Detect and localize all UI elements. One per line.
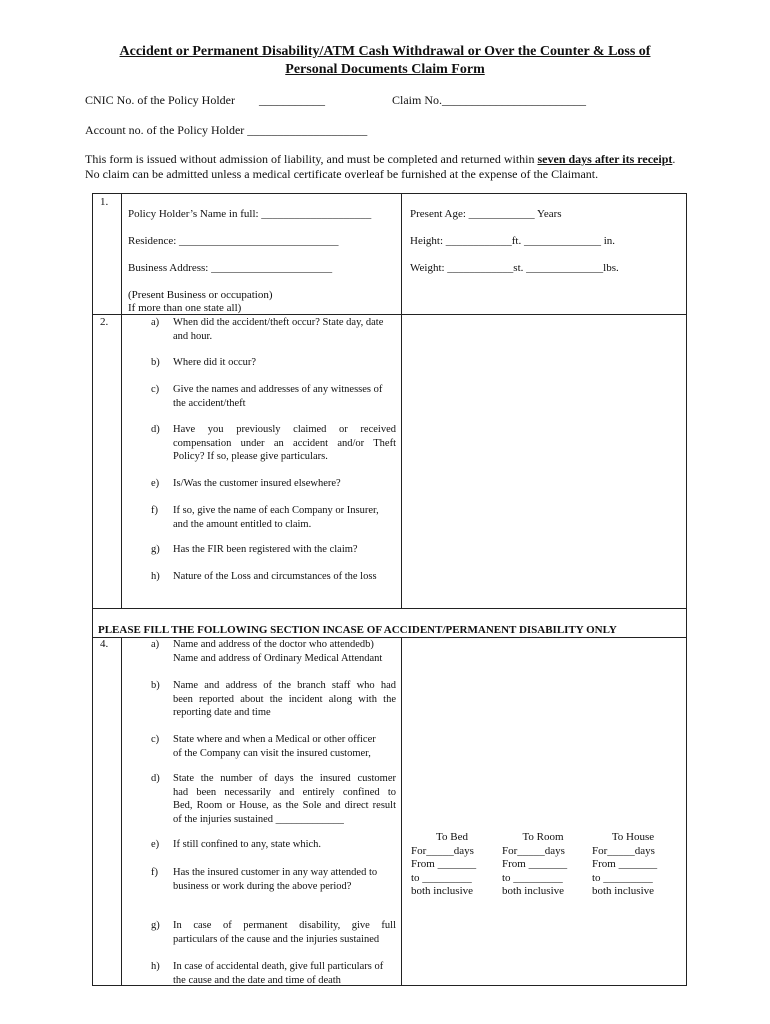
question-line: In case of accidental death, give full particulars of xyxy=(173,961,384,972)
table-border-right xyxy=(686,193,687,986)
row-divider-2 xyxy=(92,608,687,609)
confinement-column xyxy=(592,831,674,899)
height-field[interactable]: Height: ____________ft. ______________ in. xyxy=(410,235,616,247)
confinement-to[interactable]: to _________ xyxy=(411,871,472,884)
question-line: particulars of the cause and the injuries sustained xyxy=(173,933,380,945)
question-letter: a) xyxy=(151,639,160,650)
question-text xyxy=(173,733,396,760)
table-border-left xyxy=(92,193,93,986)
confinement-head: To Room xyxy=(522,831,564,843)
question-line: State where and when a Medical or other officer xyxy=(173,734,376,745)
question-line: In case of permanent disability, give full xyxy=(173,920,396,931)
intro-line-2: No claim can be admitted unless a medical certificate overleaf be furnished at the expense of the Claimant. xyxy=(85,167,599,181)
question-line: of the Company can visit the insured customer, xyxy=(173,747,371,759)
question-text xyxy=(173,772,396,826)
intro-deadline: seven days after its receipt xyxy=(537,152,673,166)
question-line: Where did it occur? xyxy=(173,357,257,368)
question-text xyxy=(173,960,396,987)
question-letter: e) xyxy=(151,478,160,489)
question-letter: e) xyxy=(151,839,160,850)
confinement-head: To House xyxy=(611,831,655,843)
table-col-divider-mid-upper xyxy=(401,193,402,608)
question-letter: b) xyxy=(151,680,160,691)
question-text xyxy=(173,423,396,464)
confinement-column xyxy=(411,831,493,899)
question-letter: c) xyxy=(151,734,160,745)
question-letter: c) xyxy=(151,384,160,395)
business-address-field[interactable]: Business Address: ______________________ xyxy=(128,262,333,274)
residence-field[interactable]: Residence: _____________________________ xyxy=(128,235,339,247)
business-note-1: (Present Business or occupation) xyxy=(128,289,273,301)
question-text xyxy=(173,504,396,531)
question-line: Nature of the Loss and circumstances of the loss xyxy=(173,571,377,582)
question-letter: g) xyxy=(151,544,160,555)
question-line: Has the insured customer in any way attended to xyxy=(173,867,378,878)
question-line: Has the FIR been registered with the claim? xyxy=(173,544,358,555)
question-text xyxy=(173,356,396,370)
question-letter: d) xyxy=(151,773,160,784)
question-line: and hour. xyxy=(173,330,213,342)
question-line: Name and address of Ordinary Medical Attendant xyxy=(173,652,383,664)
account-number-field[interactable]: Account no. of the Policy Holder ____________________ xyxy=(85,123,368,137)
intro-end: . xyxy=(672,152,676,166)
question-letter: h) xyxy=(151,961,160,972)
present-age-field[interactable]: Present Age: ____________ Years xyxy=(410,208,562,220)
question-line: compensation under an accident and/or Theft xyxy=(173,437,396,449)
question-text xyxy=(173,838,396,852)
question-line: been reported about the incident along with the xyxy=(173,693,396,705)
weight-field[interactable]: Weight: ____________st. ______________lbs. xyxy=(410,262,619,274)
confinement-from[interactable]: From _______ xyxy=(502,858,568,870)
cnic-field[interactable]: ___________ xyxy=(259,93,325,107)
question-text xyxy=(173,638,396,665)
question-text xyxy=(173,679,396,720)
question-line: the accident/theft xyxy=(173,397,246,409)
question-line: Name and address of the branch staff who had xyxy=(173,680,396,691)
confinement-column xyxy=(502,831,584,899)
question-line: If still confined to any, state which. xyxy=(173,839,322,850)
confinement-days[interactable]: For_____days xyxy=(411,844,474,857)
section-1-number: 1. xyxy=(100,196,109,208)
confinement-head: To Bed xyxy=(436,831,468,843)
question-text xyxy=(173,570,396,584)
question-line: and the amount entitled to claim. xyxy=(173,518,312,530)
question-text xyxy=(173,316,396,343)
confinement-incl: both inclusive xyxy=(502,885,565,897)
question-text xyxy=(173,866,396,893)
intro-text: This form is issued without admission of liability, and must be completed and returned within xyxy=(85,152,535,166)
question-line: Is/Was the customer insured elsewhere? xyxy=(173,478,341,489)
question-line: had been necessarily and entirely confined to xyxy=(173,786,396,798)
confinement-days[interactable]: For_____days xyxy=(592,844,655,857)
question-text xyxy=(173,383,396,410)
claim-number-field[interactable]: Claim No.________________________ xyxy=(392,93,586,107)
question-letter: h) xyxy=(151,571,160,582)
question-letter: a) xyxy=(151,317,160,328)
question-line: the cause and the date and time of death xyxy=(173,974,341,986)
policy-holder-name-field[interactable]: Policy Holder’s Name in full: ____________________ xyxy=(128,208,372,220)
form-title-line-1: Accident or Permanent Disability/ATM Cash Withdrawal or Over the Counter & Loss of xyxy=(119,44,651,59)
confinement-incl: both inclusive xyxy=(411,885,474,897)
business-note-2: If more than one state all) xyxy=(128,302,242,314)
question-text xyxy=(173,543,396,557)
question-line: business or work during the above period? xyxy=(173,880,352,892)
table-col-divider-mid-lower xyxy=(401,637,402,985)
confinement-days[interactable]: For_____days xyxy=(502,844,565,857)
question-line: When did the accident/theft occur? State day, date xyxy=(173,317,384,328)
question-letter: g) xyxy=(151,920,160,931)
question-line: Give the names and addresses of any witnesses of xyxy=(173,384,383,395)
confinement-from[interactable]: From _______ xyxy=(592,858,658,870)
question-text xyxy=(173,477,396,491)
question-line: Policy? If so, please give particulars. xyxy=(173,451,328,462)
question-line: If so, give the name of each Company or Insurer, xyxy=(173,505,379,516)
section-2-number: 2. xyxy=(100,316,109,328)
question-letter: d) xyxy=(151,424,160,435)
table-col-divider-lower xyxy=(121,637,122,985)
question-line: Have you previously claimed or received xyxy=(173,424,396,435)
question-letter: f) xyxy=(151,867,158,878)
confinement-to[interactable]: to _________ xyxy=(502,871,563,884)
question-text xyxy=(173,919,396,946)
form-title-line-2: Personal Documents Claim Form xyxy=(285,62,485,77)
confinement-to[interactable]: to _________ xyxy=(592,871,653,884)
confinement-from[interactable]: From _______ xyxy=(411,858,477,870)
confinement-incl: both inclusive xyxy=(592,885,655,897)
question-line: reporting date and time xyxy=(173,707,271,718)
table-border-top xyxy=(92,193,687,194)
question-line: Name and address of the doctor who attendedb) xyxy=(173,639,374,650)
table-col-divider-upper xyxy=(121,193,122,608)
question-letter: b) xyxy=(151,357,160,368)
section-4-number: 4. xyxy=(100,638,109,650)
question-line: of the injuries sustained _____________ xyxy=(173,813,344,825)
question-line: State the number of days the insured customer xyxy=(173,773,396,784)
cnic-label: CNIC No. of the Policy Holder xyxy=(85,93,235,107)
question-line: Bed, Room or House, as the Sole and direct result xyxy=(173,800,396,811)
question-letter: f) xyxy=(151,505,158,516)
intro-paragraph xyxy=(85,153,695,167)
accident-section-heading: PLEASE FILL THE FOLLOWING SECTION INCASE OF ACCIDENT/PERMANENT DISABILITY ONLY xyxy=(98,624,617,636)
